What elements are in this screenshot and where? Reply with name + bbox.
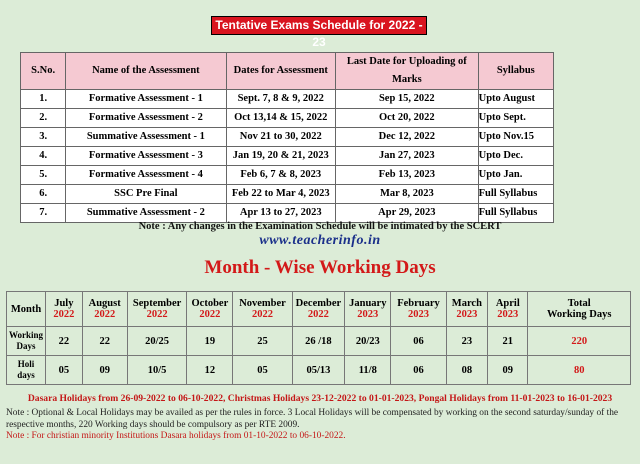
cell-assessment: Formative Assessment - 2	[66, 109, 226, 128]
schedule-banner: Tentative Exams Schedule for 2022 - 23	[211, 16, 427, 35]
table-row	[21, 90, 554, 109]
month-cell-october: October 2022	[187, 292, 233, 327]
cell-syllabus: Upto Dec.	[478, 147, 553, 166]
month-cell-january: January 2023	[345, 292, 391, 327]
cell-assessment: SSC Pre Final	[66, 185, 226, 204]
header-sno: S.No.	[21, 53, 66, 90]
working-days-table	[6, 291, 631, 385]
working-days-value: 20/25	[127, 327, 187, 356]
cell-syllabus: Upto August	[478, 90, 553, 109]
cell-sno: 2.	[21, 109, 66, 128]
working-days-value: 21	[488, 327, 528, 356]
total-working-days-header: Total Working Days	[528, 292, 631, 327]
holidays-label: Holi days	[7, 356, 46, 385]
holidays-total: 80	[528, 356, 631, 385]
optional-holidays-note: Note : Optional & Local Holidays may be availed as per the rules in force. 3 Local Holidays will be compensated by working on the second saturday/sunday of the respective months, 220 Working days should be compulsory as per RTE 2009.	[6, 408, 619, 430]
cell-sno: 3.	[21, 128, 66, 147]
working-days-value: 19	[187, 327, 233, 356]
header-assessment: Name of the Assessment	[66, 53, 226, 90]
exam-schedule-table	[20, 52, 554, 223]
header-dates: Dates for Assessment	[226, 53, 336, 90]
cell-dates: Apr 13 to 27, 2023	[226, 204, 336, 223]
cell-syllabus: Upto Sept.	[478, 109, 553, 128]
header-last-date: Last Date for Uploading of Marks	[336, 53, 479, 90]
cell-last-date: Feb 13, 2023	[336, 166, 479, 185]
table-row	[21, 166, 554, 185]
holidays-value: 05	[233, 356, 292, 385]
cell-dates: Nov 21 to 30, 2022	[226, 128, 336, 147]
cell-dates: Oct 13,14 & 15, 2022	[226, 109, 336, 128]
month-cell-december: December 2022	[292, 292, 345, 327]
cell-assessment: Formative Assessment - 3	[66, 147, 226, 166]
table-row	[21, 128, 554, 147]
cell-assessment: Summative Assessment - 1	[66, 128, 226, 147]
holidays-value: 08	[446, 356, 488, 385]
cell-syllabus: Full Syllabus	[478, 185, 553, 204]
holidays-value: 05	[46, 356, 83, 385]
month-cell-september: September 2022	[127, 292, 187, 327]
cell-last-date: Dec 12, 2022	[336, 128, 479, 147]
schedule-header-row	[21, 53, 554, 90]
holidays-summary: Dasara Holidays from 26-09-2022 to 06-10-2022, Christmas Holidays 23-12-2022 to 01-01-2023, Pongal Holidays from 11-01-2023 to 16-01-2023	[27, 393, 613, 404]
month-header-row	[7, 292, 631, 327]
month-cell-august: August 2022	[82, 292, 127, 327]
working-days-value: 23	[446, 327, 488, 356]
working-days-total: 220	[528, 327, 631, 356]
table-row	[21, 185, 554, 204]
cell-syllabus: Upto Nov.15	[478, 128, 553, 147]
cell-sno: 4.	[21, 147, 66, 166]
month-label: Month	[7, 292, 46, 327]
table-row	[21, 109, 554, 128]
table-row	[21, 204, 554, 223]
cell-dates: Jan 19, 20 & 21, 2023	[226, 147, 336, 166]
cell-dates: Feb 6, 7 & 8, 2023	[226, 166, 336, 185]
holidays-value: 09	[82, 356, 127, 385]
cell-sno: 6.	[21, 185, 66, 204]
month-cell-february: February 2023	[391, 292, 446, 327]
month-cell-july: July 2022	[46, 292, 83, 327]
cell-assessment: Summative Assessment - 2	[66, 204, 226, 223]
month-cell-march: March 2023	[446, 292, 488, 327]
cell-assessment: Formative Assessment - 1	[66, 90, 226, 109]
cell-last-date: Apr 29, 2023	[336, 204, 479, 223]
header-syllabus: Syllabus	[478, 53, 553, 90]
holidays-row	[7, 356, 631, 385]
cell-last-date: Jan 27, 2023	[336, 147, 479, 166]
notes-section	[6, 408, 632, 443]
cell-syllabus: Full Syllabus	[478, 204, 553, 223]
cell-last-date: Mar 8, 2023	[336, 185, 479, 204]
cell-assessment: Formative Assessment - 4	[66, 166, 226, 185]
cell-sno: 5.	[21, 166, 66, 185]
scert-note: Note : Any changes in the Examination Schedule will be intimated by the SCERT	[138, 221, 502, 232]
holidays-value: 11/8	[345, 356, 391, 385]
working-days-value: 22	[46, 327, 83, 356]
working-days-value: 25	[233, 327, 292, 356]
cell-last-date: Oct 20, 2022	[336, 109, 479, 128]
holidays-value: 05/13	[292, 356, 345, 385]
holidays-value: 06	[391, 356, 446, 385]
holidays-value: 12	[187, 356, 233, 385]
cell-dates: Sept. 7, 8 & 9, 2022	[226, 90, 336, 109]
holidays-value: 10/5	[127, 356, 187, 385]
month-cell-november: November 2022	[233, 292, 292, 327]
website-watermark: www.teacherinfo.in	[259, 233, 381, 248]
working-days-row	[7, 327, 631, 356]
month-wise-title: Month - Wise Working Days	[204, 257, 436, 278]
cell-last-date: Sep 15, 2022	[336, 90, 479, 109]
holidays-value: 09	[488, 356, 528, 385]
cell-dates: Feb 22 to Mar 4, 2023	[226, 185, 336, 204]
month-cell-april: April 2023	[488, 292, 528, 327]
cell-sno: 7.	[21, 204, 66, 223]
working-days-value: 26 /18	[292, 327, 345, 356]
working-days-value: 20/23	[345, 327, 391, 356]
table-row	[21, 147, 554, 166]
working-days-label: Working Days	[7, 327, 46, 356]
working-days-value: 22	[82, 327, 127, 356]
cell-syllabus: Upto Jan.	[478, 166, 553, 185]
cell-sno: 1.	[21, 90, 66, 109]
working-days-value: 06	[391, 327, 446, 356]
minority-institutions-note: Note : For christian minority Institutions Dasara holidays from 01-10-2022 to 06-10-2022.	[6, 431, 346, 441]
